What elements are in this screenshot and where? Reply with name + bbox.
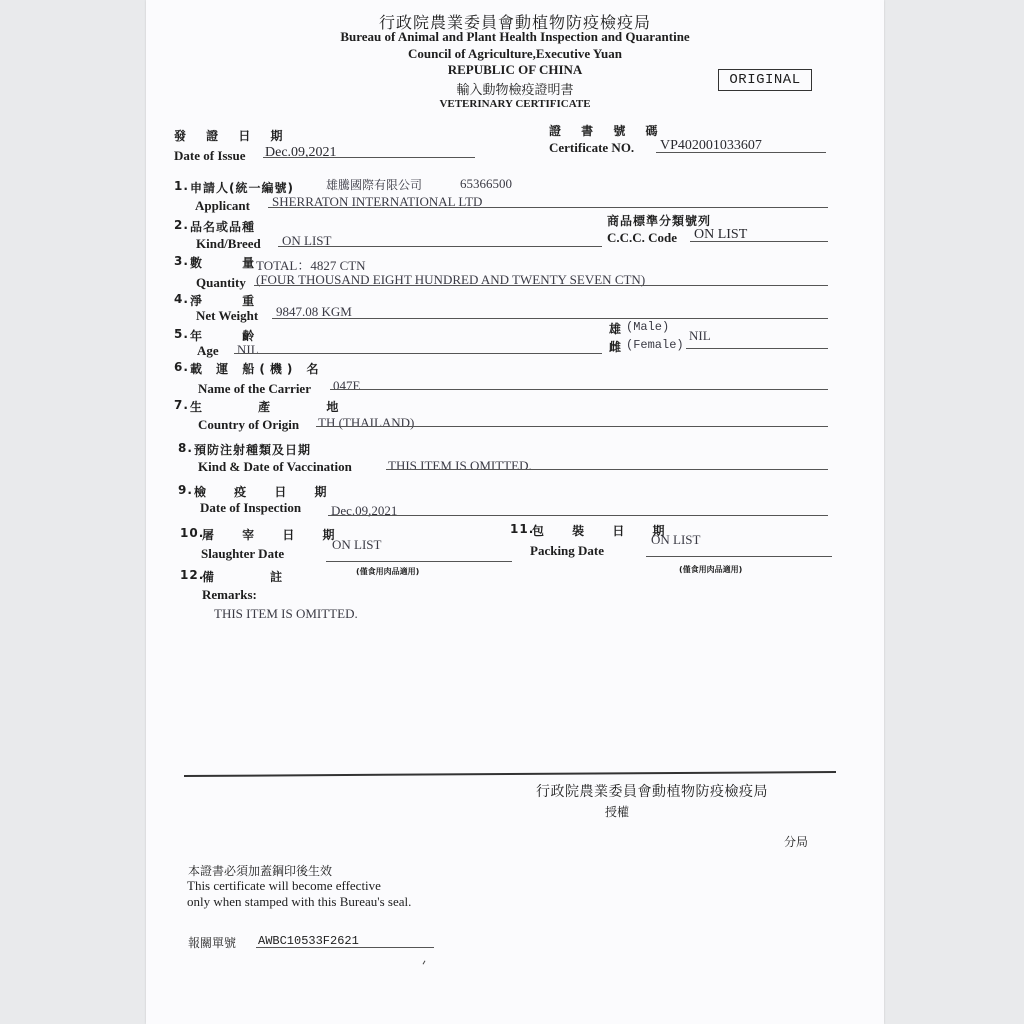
applicant-id: 65366500: [460, 176, 512, 191]
remarks-label: Remarks:: [202, 587, 257, 602]
inspection-label: Date of Inspection: [200, 500, 302, 515]
remarks-value: THIS ITEM IS OMITTED.: [214, 606, 358, 621]
vaccination-num: 8.: [178, 441, 193, 455]
applicant-name-zh: 雄騰國際有限公司: [326, 178, 423, 192]
seal-note-line1: This certificate will become effective: [187, 878, 381, 893]
packing-value: ON LIST: [651, 532, 701, 547]
slaughter-label-zh: 屠 宰 日 期: [202, 528, 347, 542]
male-label: (Male): [626, 320, 670, 334]
slaughter-num: 10.: [180, 526, 205, 540]
quantity-total: TOTAL：4827 CTN: [256, 258, 366, 273]
age-label: Age: [197, 343, 219, 358]
quantity-num: 3.: [174, 254, 189, 268]
kind-num: 2.: [174, 218, 189, 232]
applicant-name-en: SHERRATON INTERNATIONAL LTD: [272, 194, 483, 209]
inspection-value: Dec.09,2021: [331, 503, 398, 518]
net-weight-value: 9847.08 KGM: [276, 304, 352, 319]
packing-num: 11.: [510, 522, 535, 536]
female-label: (Female): [626, 338, 684, 352]
origin-value: TH (THAILAND): [318, 415, 415, 430]
slaughter-value: ON LIST: [332, 537, 382, 552]
bureau-title-en: Bureau of Animal and Plant Health Inspection and Quarantine: [340, 29, 690, 44]
seal-note-zh: 本證書必須加蓋鋼印後生效: [188, 864, 333, 878]
vaccination-label-zh: 預防注射種類及日期: [194, 443, 312, 457]
net-weight-label: Net Weight: [196, 308, 259, 323]
packing-label: Packing Date: [530, 543, 605, 558]
issue-date-label-zh: 發 證 日 期: [174, 129, 291, 143]
origin-num: 7.: [174, 398, 189, 412]
certificate-no-label: Certificate NO.: [549, 140, 635, 155]
footer-branch-zh: 分局: [784, 835, 809, 849]
kind-value: ON LIST: [282, 233, 332, 248]
applicant-label: Applicant: [195, 198, 250, 213]
footer-bureau-zh: 行政院農業委員會動植物防疫檢疫局: [536, 784, 768, 800]
female-label-zh: 雌: [609, 340, 625, 354]
customs-no-value: AWBC10533F2621: [258, 934, 359, 948]
sex-value: NIL: [689, 328, 711, 343]
ccc-value: ON LIST: [694, 227, 748, 242]
net-weight-num: 4.: [174, 292, 189, 306]
vaccination-value: THIS ITEM IS OMITTED.: [388, 458, 532, 473]
country-title: REPUBLIC OF CHINA: [447, 62, 583, 77]
pen-mark: [423, 961, 426, 965]
age-value: NIL: [237, 342, 259, 357]
carrier-num: 6.: [174, 360, 189, 374]
origin-label-zh: 生 產 地: [190, 400, 365, 414]
remarks-label-zh: 備 註: [202, 570, 309, 584]
signature-divider: [184, 771, 836, 777]
slaughter-label: Slaughter Date: [201, 546, 285, 561]
inspection-num: 9.: [178, 483, 193, 497]
ccc-label: C.C.C. Code: [607, 230, 678, 245]
ccc-label-zh: 商品標準分類號列: [607, 214, 712, 228]
bureau-title-zh: 行政院農業委員會動植物防疫檢疫局: [378, 13, 651, 32]
carrier-label-zh: 載 運 船(機) 名: [190, 362, 324, 376]
carrier-value: 047E: [333, 378, 361, 393]
certificate-no-value: VP402001033607: [660, 138, 762, 153]
packing-label-zh: 包 裝 日 期: [532, 524, 677, 538]
customs-no-label-zh: 報關單號: [188, 936, 237, 950]
kind-label: Kind/Breed: [196, 236, 261, 251]
carrier-label: Name of the Carrier: [198, 381, 311, 396]
age-label-zh: 年 齡: [190, 329, 273, 343]
quantity-words: (FOUR THOUSAND EIGHT HUNDRED AND TWENTY SEVEN CTN): [256, 272, 646, 287]
kind-label-zh: 品名或品種: [190, 220, 256, 234]
quantity-label: Quantity: [196, 275, 246, 290]
council-title: Council of Agriculture,Executive Yuan: [407, 46, 623, 61]
footer-authorized-zh: 授權: [605, 805, 630, 819]
issue-date-value: Dec.09,2021: [265, 145, 337, 160]
age-num: 5.: [174, 327, 189, 341]
male-label-zh: 雄: [609, 322, 625, 336]
quantity-label-zh: 數 量: [190, 256, 273, 270]
document-title-en: VETERINARY CERTIFICATE: [439, 98, 591, 110]
packing-note: (僅食用肉品適用): [679, 565, 743, 574]
inspection-label-zh: 檢 疫 日 期: [194, 485, 339, 499]
slaughter-note: (僅食用肉品適用): [356, 567, 420, 576]
original-stamp: ORIGINAL: [718, 69, 812, 91]
applicant-num: 1.: [174, 179, 189, 193]
document-title-zh: 輸入動物檢疫證明書: [456, 83, 574, 98]
certificate-page: [146, 0, 884, 1024]
certificate-no-label-zh: 證 書 號 碼: [549, 124, 666, 138]
seal-note-line2: only when stamped with this Bureau's seal.: [187, 894, 412, 909]
applicant-label-zh: 申請人(統一編號): [190, 181, 294, 195]
origin-label: Country of Origin: [198, 417, 300, 432]
remarks-num: 12.: [180, 568, 205, 582]
vaccination-label: Kind & Date of Vaccination: [198, 459, 352, 474]
issue-date-label: Date of Issue: [174, 148, 246, 163]
net-weight-label-zh: 淨 重: [190, 294, 273, 308]
